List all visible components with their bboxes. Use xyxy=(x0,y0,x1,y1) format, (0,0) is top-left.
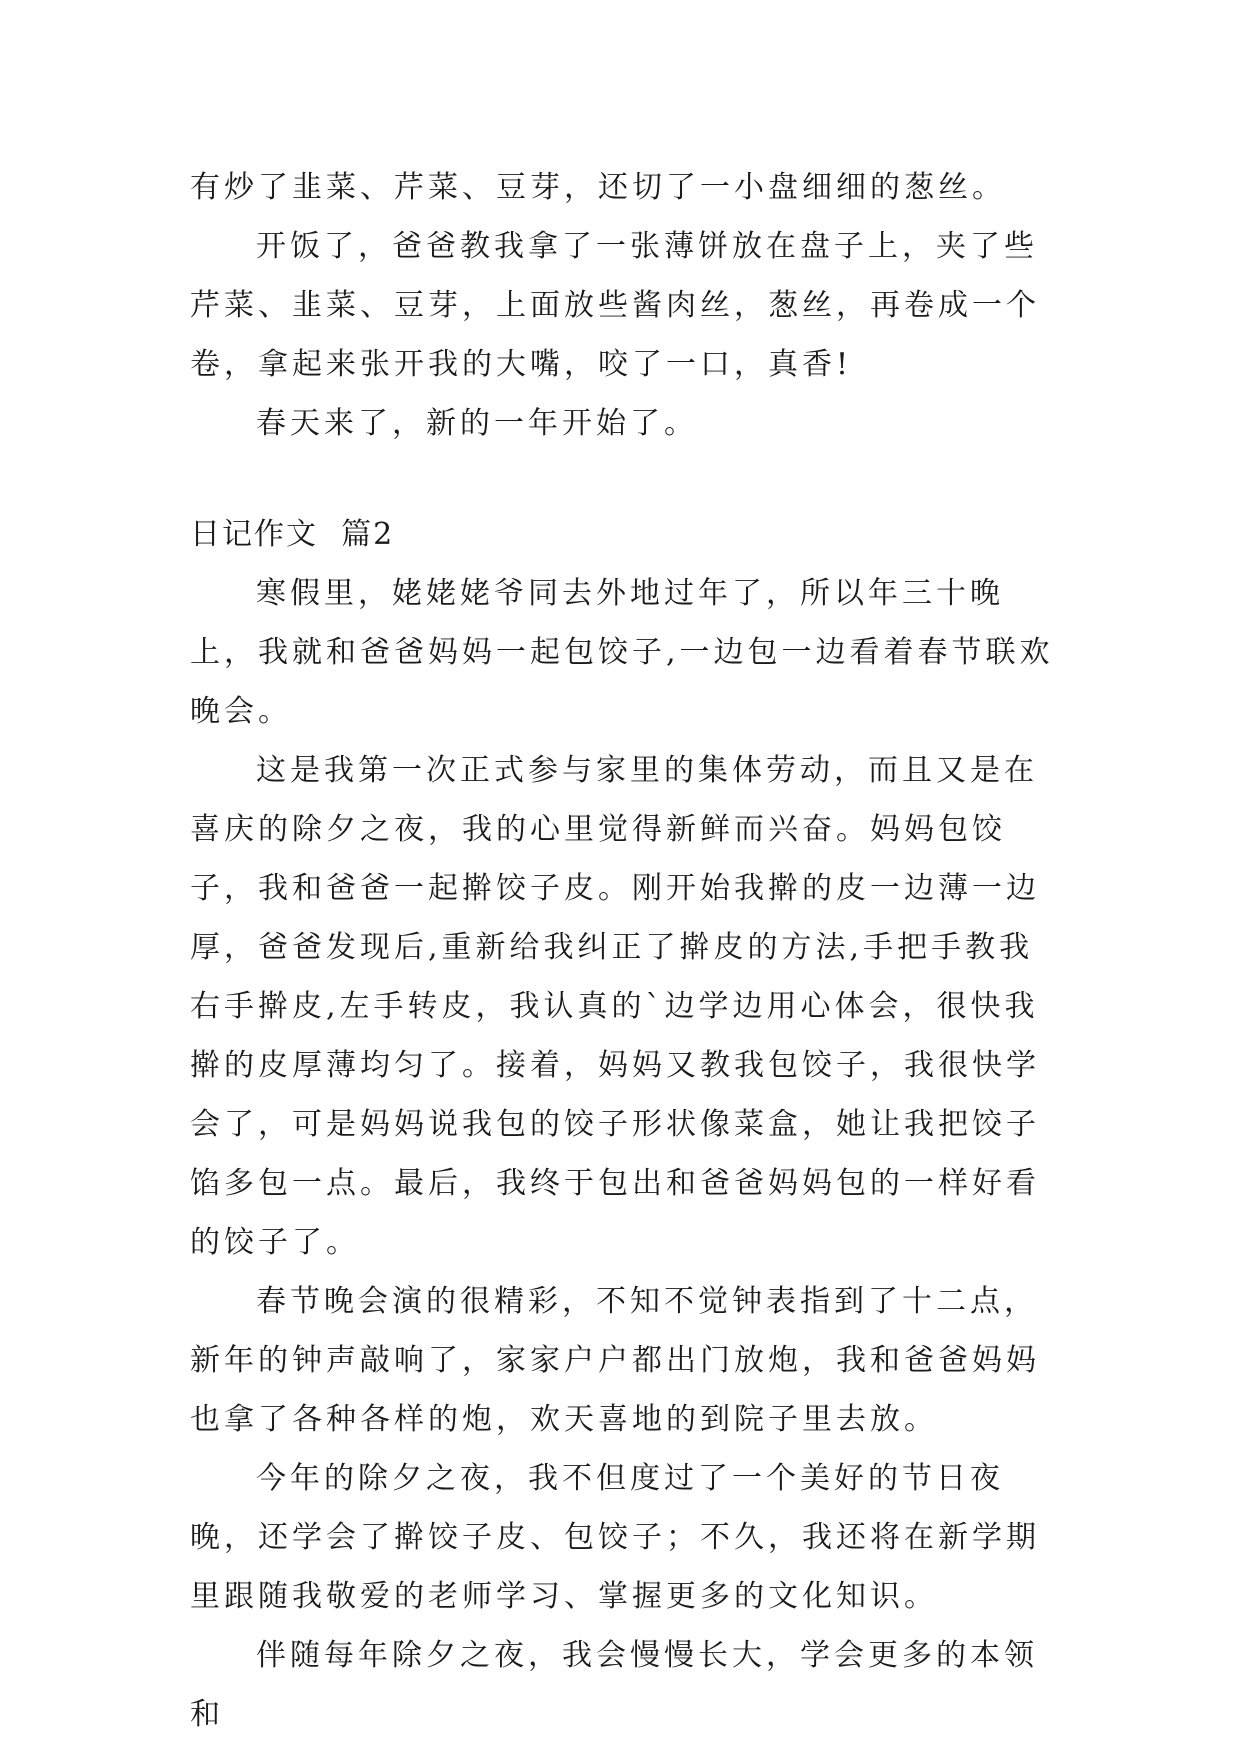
paragraph: 今年的除夕之夜，我不但度过了一个美好的节日夜晚，还学会了擀饺子皮、包饺子；不久，我还将在新学期里跟随我敬爱的老师学习、掌握更多的文化知识。 xyxy=(190,1461,1040,1614)
section-2-body xyxy=(190,564,1060,1744)
section-1-body xyxy=(190,158,1060,453)
paragraph: 这是我第一次正式参与家里的集体劳动，而且又是在喜庆的除夕之夜，我的心里觉得新鲜而兴奋。妈妈包饺子，我和爸爸一起擀饺子皮。刚开始我擀的皮一边薄一边厚，爸爸发现后,重新给我纠正了擀皮的方法,手把手教我右手擀皮,左手转皮，我认真的`边学边用心体会，很快我擀的皮厚薄均匀了。接着，妈妈又教我包饺子，我很快学会了，可是妈妈说我包的饺子形状像菜盒，她让我把饺子馅多包一点。最后，我终于包出和爸爸妈妈包的一样好看的饺子了。 xyxy=(190,753,1040,1260)
paragraph: 春天来了，新的一年开始了。 xyxy=(256,406,698,441)
paragraph-continuation: 有炒了韭菜、芹菜、豆芽，还切了一小盘细细的葱丝。 xyxy=(190,170,1006,205)
paragraph: 伴随每年除夕之夜，我会慢慢长大，学会更多的本领和 xyxy=(190,1638,1038,1732)
paragraph: 春节晚会演的很精彩，不知不觉钟表指到了十二点，新年的钟声敲响了，家家户户都出门放炮，我和爸爸妈妈也拿了各种各样的炮，欢天喜地的到院子里去放。 xyxy=(190,1284,1040,1437)
paragraph: 寒假里，姥姥姥爷同去外地过年了，所以年三十晚上，我就和爸爸妈妈一起包饺子,一边包一边看着春节联欢晚会。 xyxy=(190,576,1054,729)
section-heading: 日记作文 篇2 xyxy=(190,517,395,552)
paragraph: 开饭了，爸爸教我拿了一张薄饼放在盘子上，夹了些芹菜、韭菜、豆芽，上面放些酱肉丝，葱丝，再卷成一个卷，拿起来张开我的大嘴，咬了一口，真香! xyxy=(190,229,1040,382)
